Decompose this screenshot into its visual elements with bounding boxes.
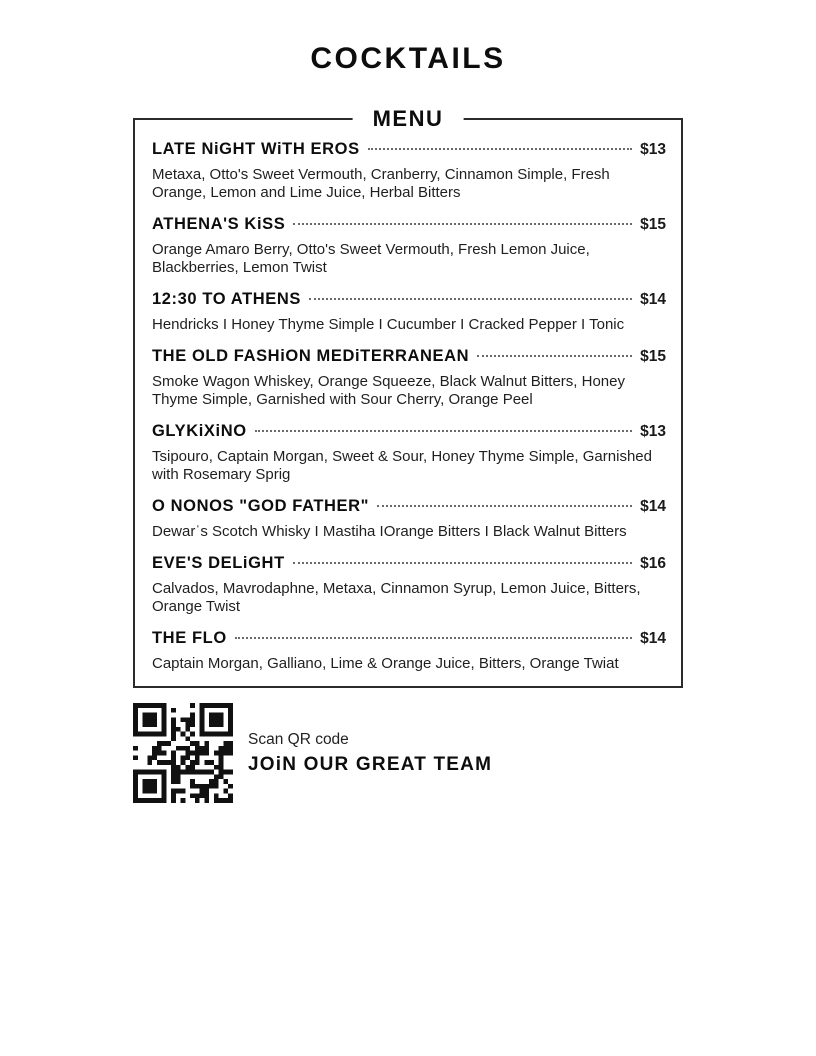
join-team-heading: JOiN OUR GREAT TEAM	[248, 753, 493, 775]
item-description: Hendricks I Honey Thyme Simple I Cucumber I Cracked Pepper I Tonic	[152, 316, 625, 333]
item-name: LATE NiGHT WiTH EROS	[152, 140, 360, 158]
item-description: Orange Amaro Berry, Otto's Sweet Vermouth, Fresh Lemon Juice, Blackberries, Lemon Twist	[152, 241, 590, 276]
item-price: $13	[640, 423, 666, 440]
footer-text	[248, 731, 492, 776]
item-name: GLYKiXiNO	[152, 422, 247, 440]
qr-code-icon	[133, 703, 233, 803]
menu-item	[152, 140, 666, 202]
dotted-leader	[235, 637, 632, 639]
item-row	[152, 554, 666, 573]
item-description: Captain Morgan, Galliano, Lime & Orange Juice, Bitters, Orange Twiat	[152, 655, 619, 672]
item-price: $15	[640, 348, 666, 365]
item-price: $14	[640, 498, 666, 515]
dotted-leader	[309, 298, 632, 300]
item-row	[152, 422, 666, 441]
item-name: 12:30 TO ATHENS	[152, 290, 301, 308]
item-row	[152, 290, 666, 309]
menu-box	[133, 106, 683, 688]
item-name: ATHENA'S KiSS	[152, 215, 286, 233]
item-row	[152, 497, 666, 516]
item-description: Calvados, Mavrodaphne, Metaxa, Cinnamon Syrup, Lemon Juice, Bitters, Orange Twist	[152, 580, 641, 615]
item-row	[152, 215, 666, 234]
item-price: $14	[640, 630, 666, 647]
menu-item	[152, 215, 666, 277]
menu-item	[152, 497, 666, 541]
item-row	[152, 347, 666, 366]
dotted-leader	[293, 562, 632, 564]
menu-item	[152, 629, 666, 673]
item-price: $15	[640, 216, 666, 233]
dotted-leader	[377, 505, 632, 507]
item-price: $13	[640, 141, 666, 158]
item-description: Smoke Wagon Whiskey, Orange Squeeze, Black Walnut Bitters, Honey Thyme Simple, Garnished with Sour Cherry, Orange Peel	[152, 373, 625, 408]
footer	[133, 703, 816, 803]
item-price: $16	[640, 555, 666, 572]
item-description: Metaxa, Otto's Sweet Vermouth, Cranberry, Cinnamon Simple, Fresh Orange, Lemon and Lime Juice, Herbal Bitters	[152, 166, 610, 201]
page-title: COCKTAILS	[310, 42, 506, 75]
item-description: Tsipouro, Captain Morgan, Sweet & Sour, Honey Thyme Simple, Garnished with Rosemary Sprig	[152, 448, 652, 483]
item-name: EVE'S DELiGHT	[152, 554, 285, 572]
menu-item	[152, 422, 666, 484]
menu-item	[152, 554, 666, 616]
dotted-leader	[255, 430, 632, 432]
menu-heading: MENU	[353, 106, 464, 132]
item-name: THE FLO	[152, 629, 227, 647]
item-price: $14	[640, 291, 666, 308]
item-row	[152, 140, 666, 159]
item-name: O NONOS "GOD FATHER"	[152, 497, 370, 515]
menu-item	[152, 290, 666, 334]
item-row	[152, 629, 666, 648]
dotted-leader	[368, 148, 632, 150]
menu-item	[152, 347, 666, 409]
item-name: THE OLD FASHiON MEDiTERRANEAN	[152, 347, 470, 365]
item-description: Dewarˈs Scotch Whisky I Mastiha IOrange Bitters I Black Walnut Bitters	[152, 523, 627, 540]
scan-qr-label: Scan QR code	[248, 730, 349, 748]
dotted-leader	[293, 223, 632, 225]
dotted-leader	[477, 355, 632, 357]
